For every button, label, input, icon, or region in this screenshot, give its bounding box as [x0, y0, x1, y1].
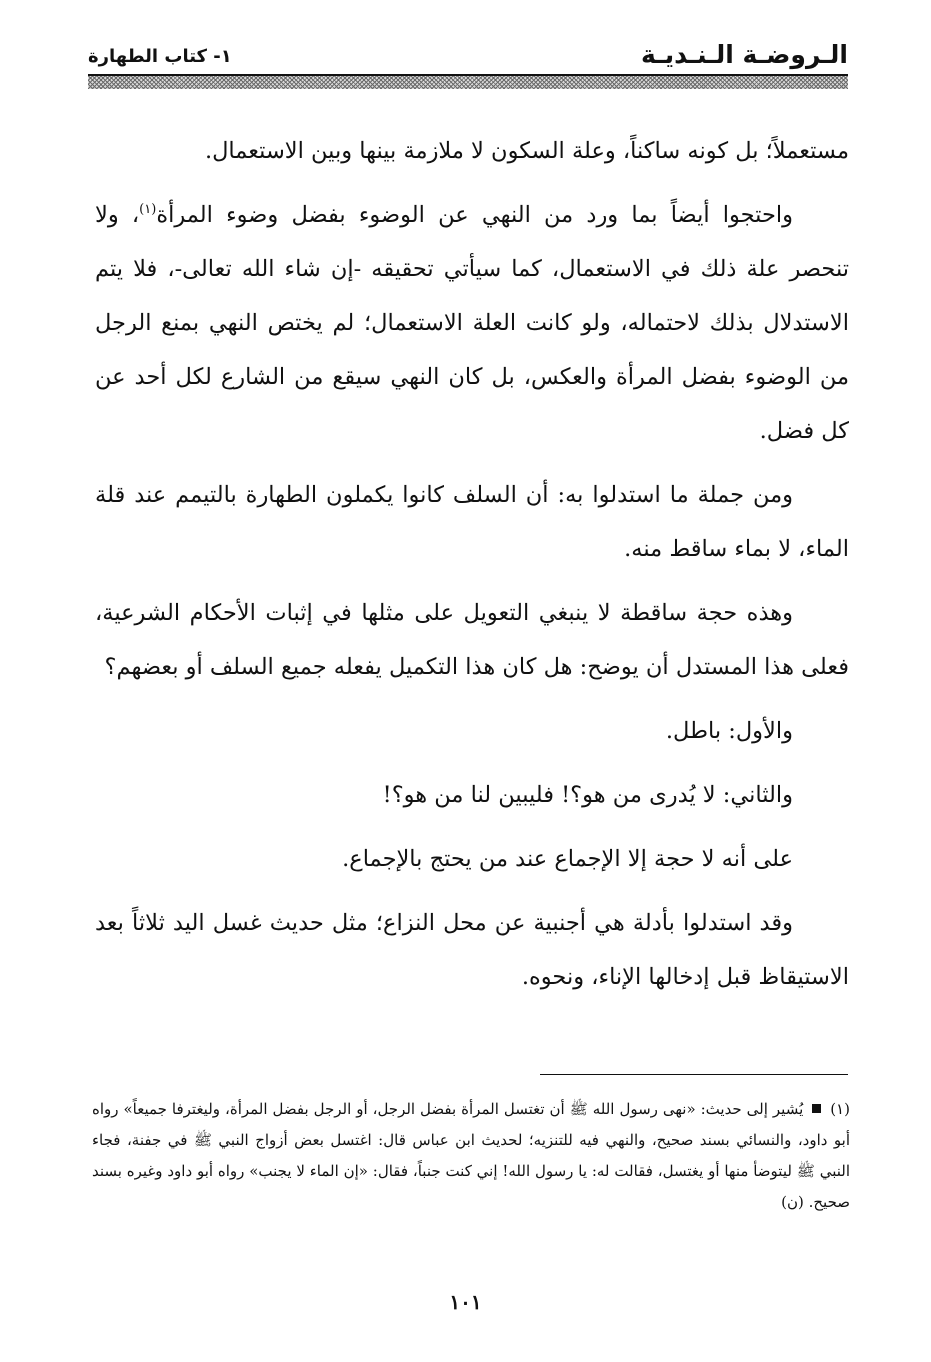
paragraph: مستعملاً؛ بل كونه ساكناً، وعلة السكون لا ملازمة بينها وبين الاستعمال. — [204, 138, 849, 164]
paragraph: والأول: باطل. — [665, 718, 793, 744]
paragraph: وهذه حجة ساقطة لا ينبغي التعويل على مثلها في إثبات الأحكام الشرعية، فعلى هذا المستدل أن يوضح: هل كان هذا التكميل يفعله جميع السلف أو بعضهم؟ — [95, 600, 849, 680]
paragraph-text: واحتجوا أيضاً بما ورد من النهي عن الوضوء بفضل وضوء المرأة — [156, 202, 793, 228]
paragraph: على أنه لا حجة إلا الإجماع عند من يحتج بالإجماع. — [342, 846, 793, 872]
paragraph: وقد استدلوا بأدلة هي أجنبية عن محل النزاع؛ مثل حديث غسل اليد ثلاثاً بعد الاستيقاظ قبل إدخالها الإناء، ونحوه. — [95, 910, 849, 990]
paragraph: ومن جملة ما استدلوا به: أن السلف كانوا يكملون الطهارة بالتيمم عند قلة الماء، لا بماء ساقط منه. — [95, 482, 849, 562]
header-divider — [88, 74, 848, 89]
paragraph — [95, 188, 849, 458]
footnote-divider — [540, 1074, 848, 1075]
footnote-marker: (١) — [830, 1100, 850, 1118]
paragraph: والثاني: لا يُدرى من هو؟! فليبين لنا من هو؟! — [382, 782, 793, 808]
footnote — [92, 1094, 850, 1218]
page-number: ١٠١ — [449, 1290, 482, 1314]
black-square-icon — [812, 1104, 821, 1113]
main-text — [95, 124, 849, 1014]
footnote-reference: (١) — [139, 202, 157, 217]
book-title: الـروضـة الـنـديـة — [641, 40, 848, 69]
footnote-text: يُشير إلى حديث: «نهى رسول الله ﷺ أن تغتسل المرأة بفضل الرجل، أو الرجل بفضل المرأة، وليغترفا جميعاً» رواه أبو داود، والنسائي بسند صحيح، والنهي فيه للتنزيه؛ لحديث ابن عباس قال: اغتسل بعض أزواج النبي ﷺ في جفنة، فجاء النبي ﷺ ليتوضأ منها أو يغتسل، فقالت له: يا رسول الله! إني كنت جنباً، فقال: «إن الماء لا يجنب» رواه أبو داود وغيره بسند صحيح. (ن) — [92, 1100, 850, 1211]
running-header — [88, 38, 848, 72]
chapter-title: ١- كتاب الطهارة — [88, 46, 232, 67]
paragraph-text: ، ولا تنحصر علة ذلك في الاستعمال، كما سيأتي تحقيقه -إن شاء الله تعالى-، فلا يتم الاستدلال بذلك لاحتماله، ولو كانت العلة الاستعمال؛ لم يختص النهي بمنع الرجل من الوضوء بفضل المرأة والعكس، بل كان النهي سيقع من الشارع لكل أحد عن كل فضل. — [95, 202, 849, 444]
